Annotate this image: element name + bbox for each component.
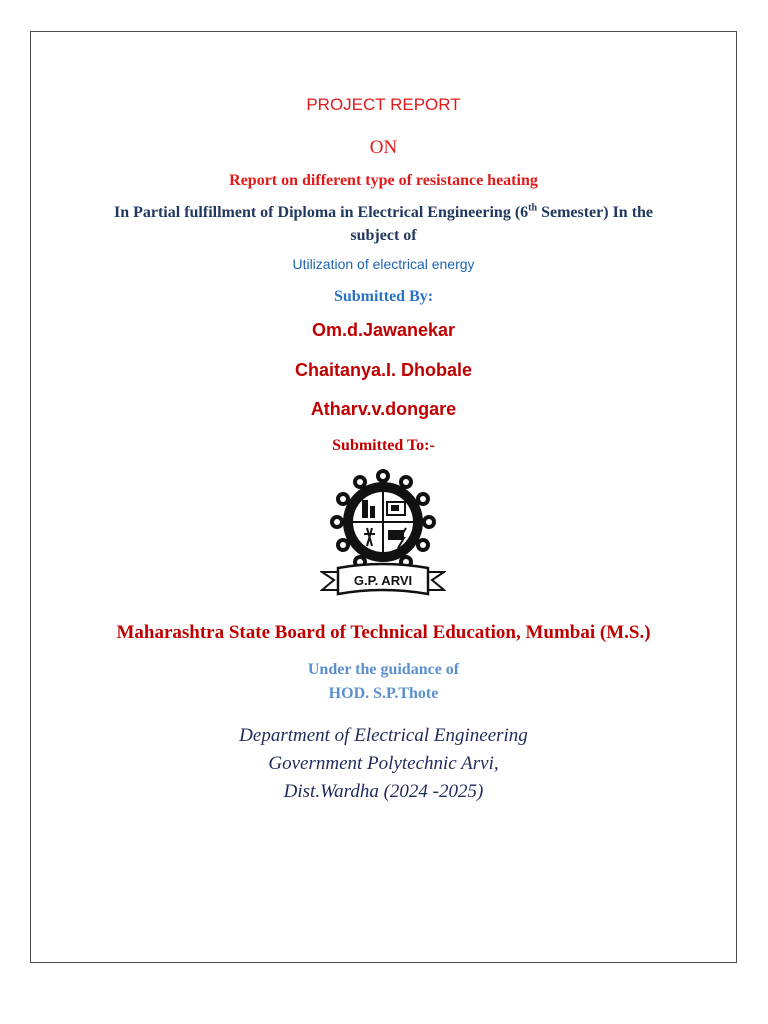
guidance-label: Under the guidance of	[307, 661, 460, 678]
partial-suffix: Semester) In the subject of	[350, 204, 654, 244]
guide-name: HOD. S.P.Thote	[328, 685, 439, 702]
partial-sup: th	[528, 202, 538, 214]
report-topic: Report on different type of resistance heating	[229, 172, 538, 189]
gear-icon	[330, 469, 436, 569]
department-line-2: Government Polytechnic Arvi,	[268, 753, 499, 774]
submitted-by-label: Submitted By:	[333, 288, 434, 305]
student-name-1: Om.d.Jawanekar	[311, 320, 456, 340]
subject-name: Utilization of electrical energy	[292, 256, 475, 272]
department-line-3: Dist.Wardha (2024 -2025)	[283, 781, 484, 802]
board-name: Maharashtra State Board of Technical Education, Mumbai (M.S.)	[116, 622, 651, 643]
college-logo-icon	[320, 468, 446, 602]
student-name-2: Chaitanya.I. Dhobale	[294, 360, 473, 380]
report-title: PROJECT REPORT	[306, 95, 461, 114]
department-line-1: Department of Electrical Engineering	[239, 725, 528, 746]
submitted-to-label: Submitted To:-	[332, 437, 435, 454]
partial-prefix: In Partial fulfillment of Diploma in Electrical Engineering (6	[113, 204, 529, 221]
student-name-3: Atharv.v.dongare	[310, 399, 457, 419]
logo-text: G.P. ARVI	[353, 573, 413, 588]
partial-fulfillment-text	[90, 201, 677, 247]
report-on: ON	[369, 137, 398, 158]
logo-banner	[322, 564, 444, 594]
